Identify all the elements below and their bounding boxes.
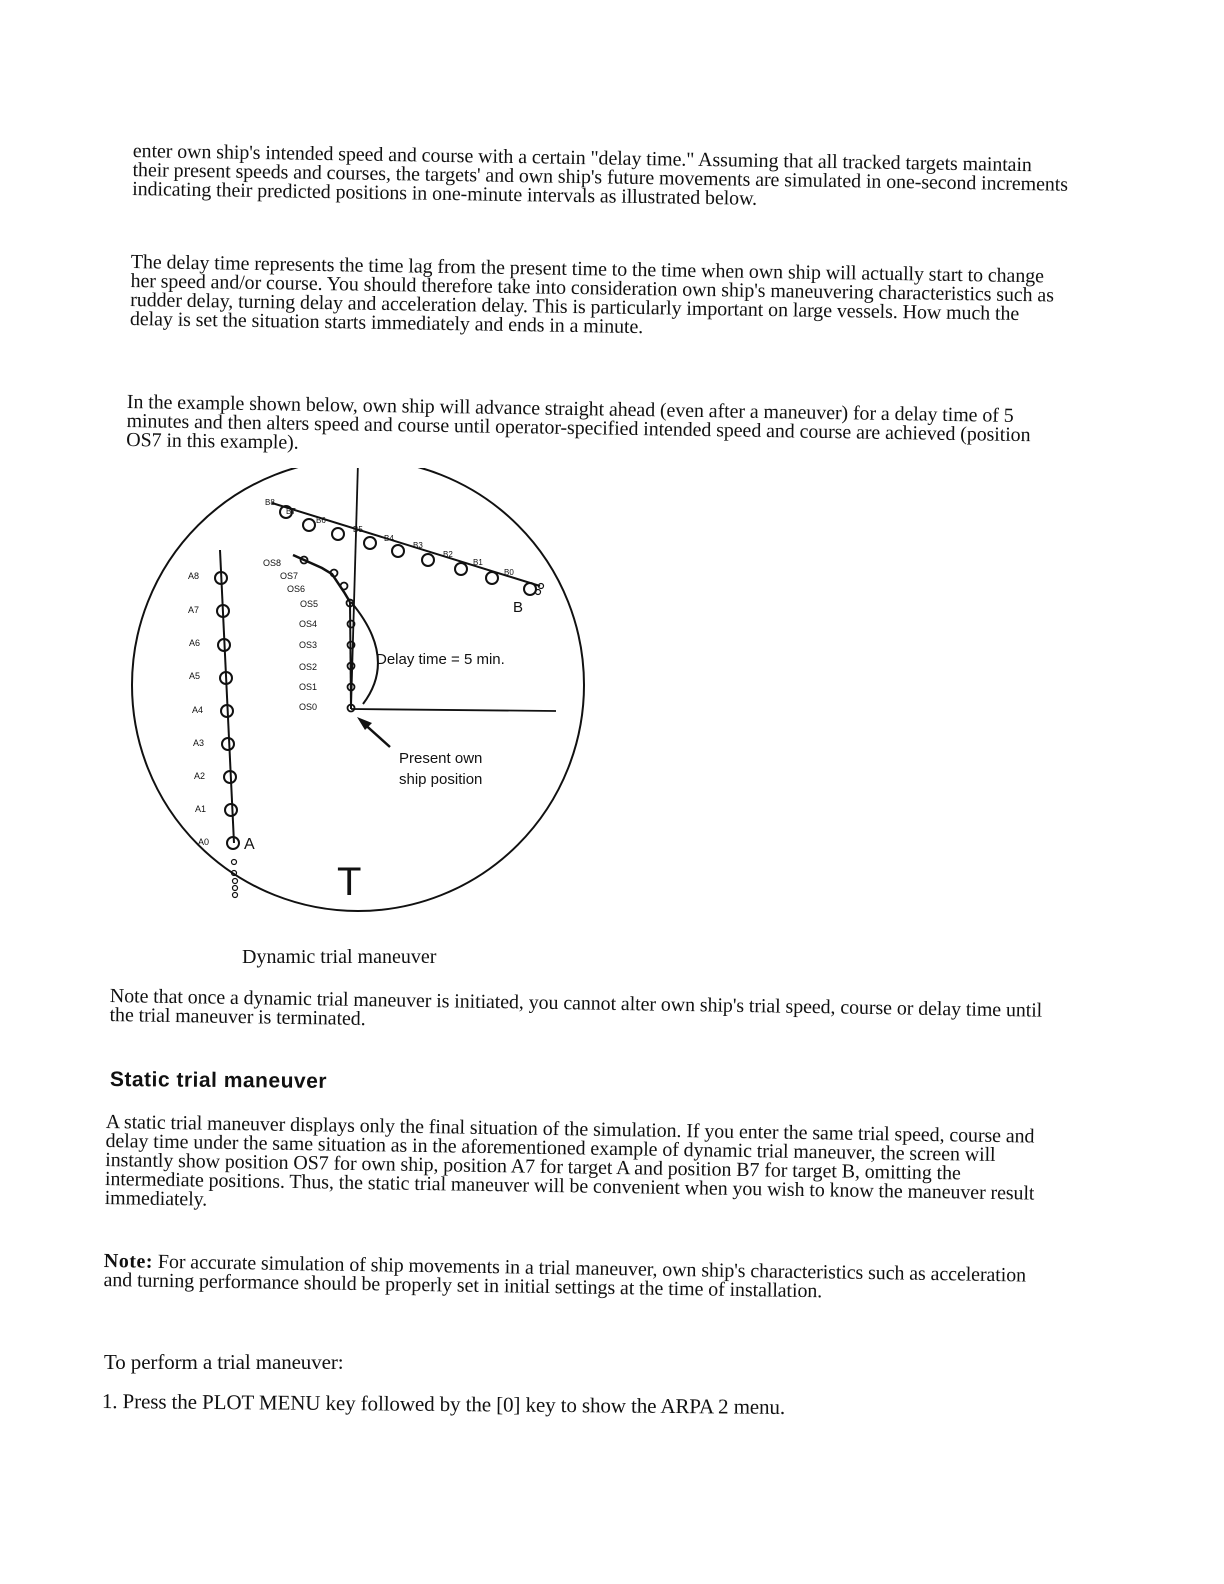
present-position-label-1: Present own	[399, 750, 483, 767]
label-os2: OS2	[299, 662, 318, 672]
label-b6: B6	[316, 516, 326, 525]
target-a-letter: A	[244, 836, 255, 853]
paragraph-dynamic-note: Note that once a dynamic trial maneuver is initiated, you cannot alter own ship's trial speed, course or delay time until the trial maneuver is terminated.	[109, 985, 1043, 1031]
own-ship-straight-track	[350, 602, 351, 709]
diagram-caption: Dynamic trial maneuver	[242, 946, 437, 968]
delay-time-label: Delay time = 5 min.	[376, 651, 505, 668]
procedure-step-1: 1. Press the PLOT MENU key followed by the [0] key to show the ARPA 2 menu.	[101, 1389, 786, 1419]
label-b4: B4	[384, 534, 394, 543]
section-heading: Static trial maneuver	[109, 1068, 328, 1093]
paragraph-example: In the example shown below, own ship will advance straight ahead (even after a maneuver) for a delay time of 5 minutes and then alters speed and course until operator-specified intended speed and course are achieved (position OS7 in this example).	[126, 391, 1031, 454]
label-a6: A6	[189, 638, 201, 648]
label-b2: B2	[443, 550, 453, 559]
present-position-label-2: ship position	[399, 771, 483, 788]
label-b1: B1	[473, 558, 483, 567]
label-a5: A5	[189, 671, 201, 681]
label-a1: A1	[195, 804, 207, 814]
paragraph-simulation: enter own ship's intended speed and course with a certain "delay time." Assuming that all tracked targets maintain their present speeds and courses, the targets' and own ship's future movements are simulated in one-second increments indicating their predicted positions in one-minute intervals as illustrated below.	[132, 140, 1069, 210]
paragraph-accuracy-note	[103, 1252, 1033, 1305]
label-a7: A7	[188, 605, 200, 615]
label-os1: OS1	[299, 682, 318, 692]
label-b5: B5	[353, 525, 363, 534]
beam-line	[351, 709, 556, 711]
true-motion-indicator: T	[337, 860, 362, 904]
label-os3: OS3	[299, 640, 318, 650]
label-os7: OS7	[280, 571, 299, 581]
note-label: Note:	[103, 1250, 154, 1273]
label-os8: OS8	[263, 558, 282, 568]
label-b7: B7	[286, 507, 296, 516]
target-b-track	[272, 503, 540, 586]
target-a-past-dots	[232, 860, 238, 898]
label-os4: OS4	[299, 619, 318, 629]
dynamic-trial-diagram	[110, 468, 590, 938]
note-text: For accurate simulation of ship movements in a trial maneuver, own ship's characteristics such as acceleration and turning performance should be properly set in initial settings at the time of installation.	[103, 1250, 1027, 1303]
label-b8: B8	[265, 498, 275, 507]
label-a3: A3	[193, 738, 205, 748]
label-a2: A2	[194, 771, 206, 781]
target-b-labels	[265, 498, 514, 577]
label-os5: OS5	[300, 599, 319, 609]
target-a-track	[220, 550, 234, 843]
label-os0: OS0	[299, 702, 318, 712]
own-ship-labels	[263, 558, 318, 712]
label-a0: A0	[198, 837, 210, 847]
target-a-labels	[188, 571, 209, 847]
label-a8: A8	[188, 571, 200, 581]
target-b-letter: B	[513, 599, 524, 616]
label-b3: B3	[413, 541, 423, 550]
paragraph-delay-time: The delay time represents the time lag from the present time to the time when own ship will actually start to change her speed and/or course. You should therefore take into consideration own ship's maneuvering characteristics such as rudder delay, turning delay and acceleration delay. This is particularly important on large vessels. How much the delay is set the situation starts immediately and ends in a minute.	[129, 251, 1055, 339]
label-os6: OS6	[287, 584, 306, 594]
procedure-intro: To perform a trial maneuver:	[104, 1350, 344, 1374]
label-a4: A4	[192, 705, 204, 715]
paragraph-static-trial: A static trial maneuver displays only the final situation of the simulation. If you enter the same trial speed, course and delay time under the same situation as in the aforementioned example of dynamic trial maneuver, the screen will instantly show position OS7 for own ship, position A7 for target A and position B7 for target B, omitting the intermediate positions. Thus, the static trial maneuver will be convenient when you wish to know the maneuver result immediately.	[104, 1111, 1035, 1211]
label-b0: B0	[504, 568, 514, 577]
heading-line	[351, 468, 358, 709]
